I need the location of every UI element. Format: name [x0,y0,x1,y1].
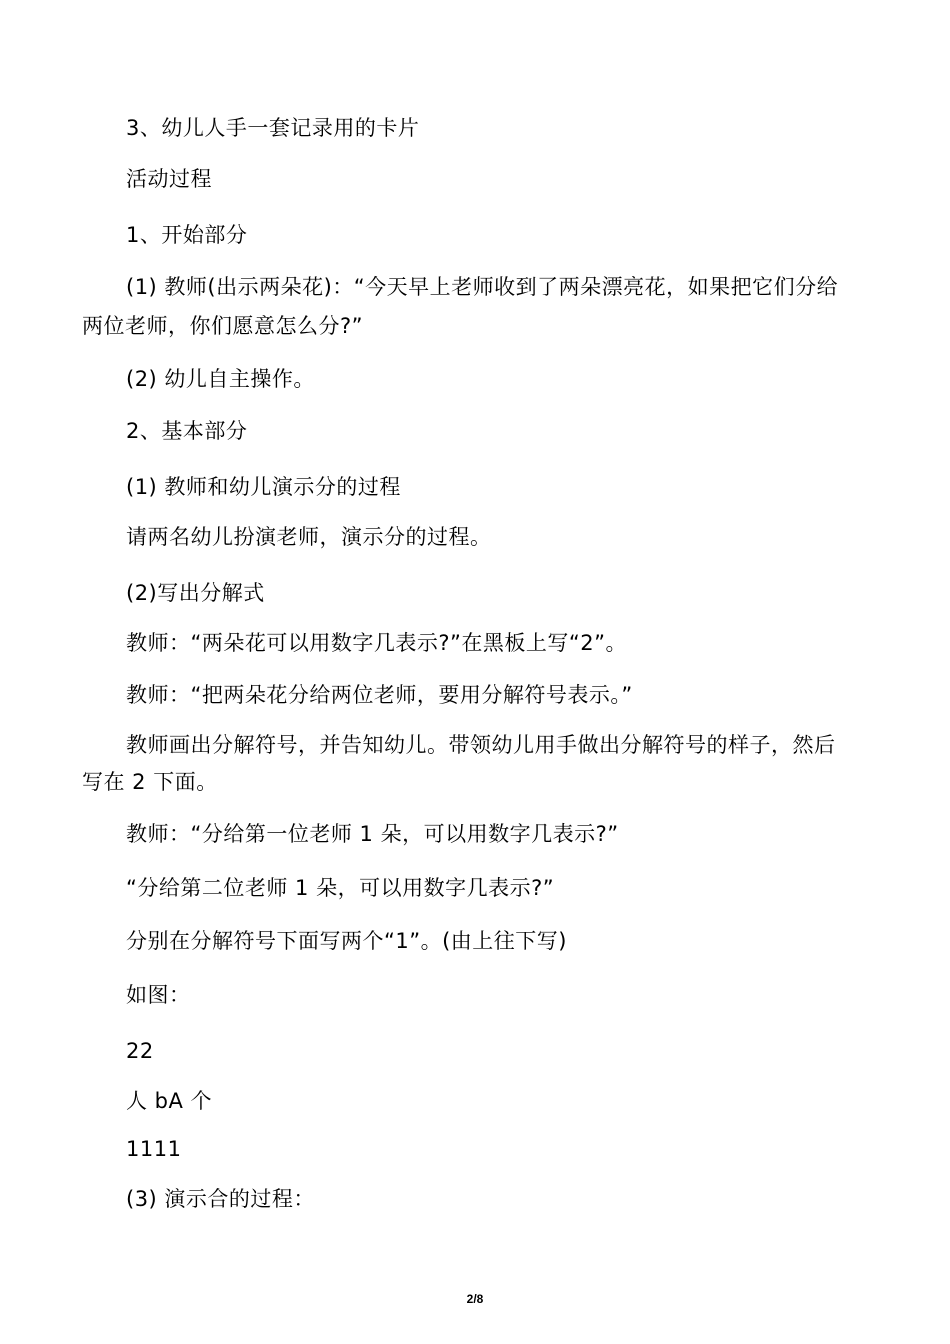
section-heading: 1、开始部分 [126,223,248,247]
text-line: 人 bA 个 [126,1089,213,1113]
text-line: (2)写出分解式 [126,581,265,605]
page-number: 2/8 [466,1292,484,1306]
text-line: (2) 幼儿自主操作。 [126,367,315,391]
text-line: (1) 教师(出示两朵花)：“今天早上老师收到了两朵漂亮花，如果把它们分给 [126,275,839,299]
text-line: 22 [126,1039,154,1063]
text-line: 如图： [126,983,191,1007]
text-line: 请两名幼儿扮演老师，演示分的过程。 [126,525,492,549]
text-line: 教师：“两朵花可以用数字几表示?”在黑板上写“2”。 [126,631,628,655]
text-line: (1) 教师和幼儿演示分的过程 [126,475,401,499]
text-line: 教师画出分解符号，并告知幼儿。带领幼儿用手做出分解符号的样子，然后 [126,733,836,757]
text-line: (3) 演示合的过程： [126,1187,315,1211]
section-heading: 2、基本部分 [126,419,248,443]
text-line: 3、幼儿人手一套记录用的卡片 [126,116,420,140]
text-line: 写在 2 下面。 [82,770,218,794]
text-line: 分别在分解符号下面写两个“1”。(由上往下写) [126,929,568,953]
text-line: 教师：“分给第一位老师 1 朵，可以用数字几表示?” [126,822,619,846]
text-line: 教师：“把两朵花分给两位老师，要用分解符号表示。” [126,683,633,707]
text-line: “分给第二位老师 1 朵，可以用数字几表示?” [126,876,555,900]
text-line: 两位老师，你们愿意怎么分?” [82,314,364,338]
text-line: 1111 [126,1137,182,1161]
section-heading: 活动过程 [126,167,212,191]
